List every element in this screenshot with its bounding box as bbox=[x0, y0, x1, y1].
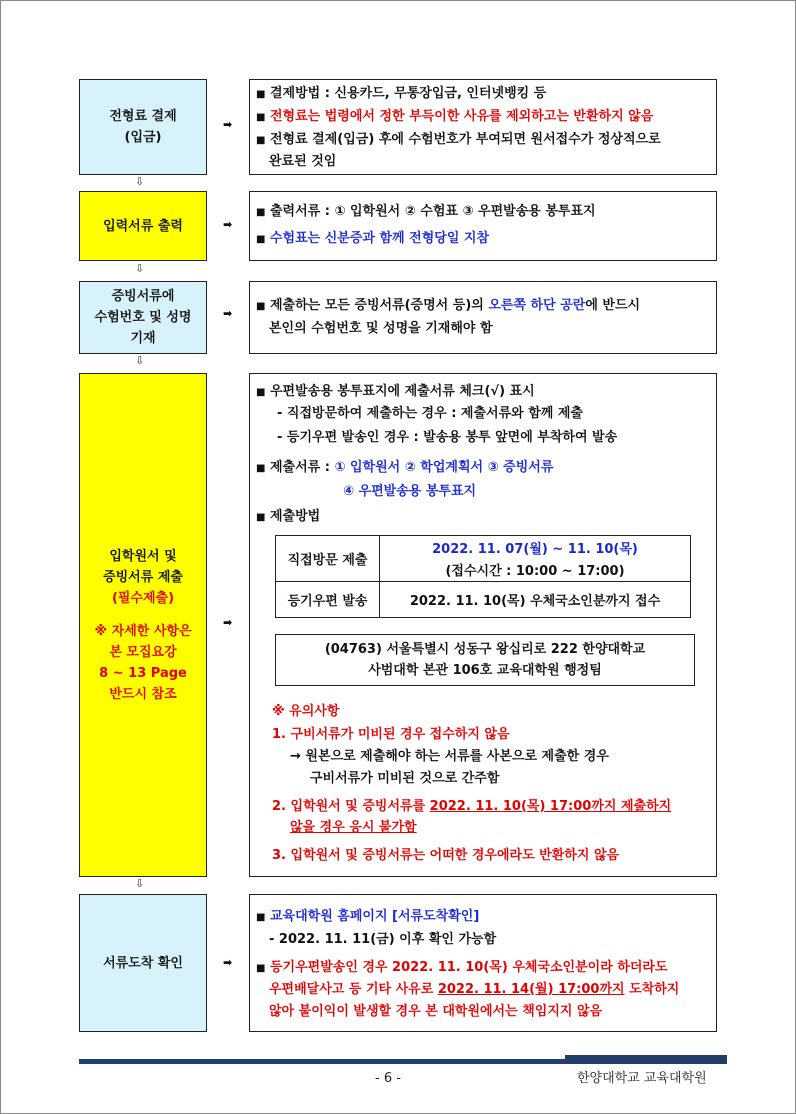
step-payment bbox=[79, 79, 207, 175]
page-number: - 6 - bbox=[375, 1071, 401, 1086]
bullet-icon: ■ bbox=[256, 912, 266, 923]
payment-method-line bbox=[256, 86, 546, 103]
mail-note: - 등기우편 발송인 경우 : 발송용 봉투 앞면에 부착하여 발송 bbox=[277, 430, 618, 445]
right-arrow-icon: ➡ bbox=[223, 218, 233, 231]
docs-list-2: ④ 우편발송용 봉투표지 bbox=[343, 484, 477, 499]
print-docs: 출력서류 : ① 입학원서 ② 수험표 ③ 우편발송용 봉투표지 bbox=[269, 204, 596, 219]
table-row bbox=[276, 536, 691, 582]
bullet-icon: ■ bbox=[256, 463, 266, 474]
print-docs-line bbox=[256, 204, 596, 221]
submit-detail-box bbox=[249, 373, 717, 877]
visit-label-cell: 직접방문 제출 bbox=[276, 536, 380, 582]
visit-date: 2022. 11. 07(월) ~ 11. 10(목) bbox=[432, 542, 638, 557]
payment-method: 결제방법 : 신용카드, 무통장입금, 인터넷뱅킹 등 bbox=[269, 86, 547, 101]
down-arrow-icon: ⇩ bbox=[135, 354, 145, 367]
complete-note-2: 완료된 것임 bbox=[269, 154, 337, 169]
arrival-mail-2-suffix: 도착하지 bbox=[624, 982, 680, 997]
footer-bar bbox=[79, 1059, 727, 1064]
visit-date-cell bbox=[380, 536, 691, 582]
address-line-1: (04763) 서울특별시 성동구 왕십리로 222 한양대학교 bbox=[324, 642, 646, 657]
address-line-2: 사범대학 본관 106호 교육대학원 행정팀 bbox=[368, 663, 602, 678]
caution-title: ※ 유의사항 bbox=[272, 704, 340, 719]
arrival-mail-line bbox=[256, 960, 668, 977]
docs-list-1: ① 입학원서 ② 학업계획서 ③ 증빙서류 bbox=[334, 460, 554, 475]
refund-note: 전형료는 법령에서 정한 부득이한 사유를 제외하고는 반환하지 않음 bbox=[269, 109, 654, 124]
caution-2-prefix: 2. 입학원서 및 증빙서류를 bbox=[272, 799, 430, 814]
bullet-icon: ■ bbox=[256, 301, 266, 312]
arrival-mail-2-deadline: 2022. 11. 14(월) 17:00까지 bbox=[437, 982, 625, 997]
caution-2-deadline: 2022. 11. 10(목) 17:00까지 제출하지 bbox=[429, 799, 672, 814]
step-submit bbox=[79, 373, 207, 877]
complete-line bbox=[256, 132, 661, 149]
down-arrow-icon: ⇩ bbox=[135, 262, 145, 275]
bullet-icon: ■ bbox=[256, 135, 266, 146]
required-label: (필수제출) bbox=[111, 590, 175, 606]
step-label: 증빙서류 제출 bbox=[103, 569, 183, 585]
caution-2-line bbox=[272, 799, 671, 815]
footer-institution: 한양대학교 교육대학원 bbox=[577, 1071, 707, 1086]
docs-label: 제출서류 : bbox=[269, 460, 335, 475]
step-label: 입력서류 출력 bbox=[103, 218, 183, 234]
visit-note: - 직접방문하여 제출하는 경우 : 제출서류와 함께 제출 bbox=[277, 406, 583, 421]
payment-detail-box bbox=[249, 79, 717, 175]
step-label: 전형료 결제 bbox=[109, 109, 177, 124]
note-line: 본 모집요강 bbox=[109, 644, 177, 660]
step-print bbox=[79, 191, 207, 261]
step-write-number bbox=[79, 281, 207, 354]
submit-docs-line bbox=[256, 460, 553, 477]
caution-1: 1. 구비서류가 미비된 경우 접수하지 않음 bbox=[272, 727, 510, 742]
caution-1a: → 원본으로 제출해야 하는 서류를 사본으로 제출한 경우 bbox=[290, 749, 609, 764]
address-box bbox=[275, 634, 695, 686]
bullet-icon: ■ bbox=[256, 512, 266, 523]
arrival-from: - 2022. 11. 11(금) 이후 확인 가능함 bbox=[269, 932, 497, 947]
print-detail-box bbox=[249, 191, 717, 261]
writing-line-1 bbox=[256, 298, 640, 315]
exam-card-line bbox=[256, 231, 489, 248]
homepage-line bbox=[256, 909, 479, 926]
step-label: 입학원서 및 bbox=[109, 548, 177, 564]
bullet-icon: ■ bbox=[256, 89, 266, 100]
down-arrow-icon: ⇩ bbox=[135, 877, 145, 890]
mail-label-cell: 등기우편 발송 bbox=[276, 582, 380, 618]
caution-1b: 구비서류가 미비된 것으로 간주함 bbox=[310, 771, 500, 786]
arrival-detail-box bbox=[249, 894, 717, 1032]
arrival-mail-2-prefix: 우편배달사고 등 기타 사유로 bbox=[269, 982, 438, 997]
bullet-icon: ■ bbox=[256, 112, 266, 123]
check-note: 우편발송용 봉투표지에 제출서류 체크(√) 표시 bbox=[269, 384, 535, 399]
bullet-icon: ■ bbox=[256, 207, 266, 218]
step-label: 서류도착 확인 bbox=[103, 955, 183, 971]
writing-prefix: 제출하는 모든 증빙서류(증명서 등)의 bbox=[269, 298, 489, 313]
exam-card-note: 수험표는 신분증과 함께 전형당일 지참 bbox=[269, 231, 490, 246]
right-arrow-icon: ➡ bbox=[223, 956, 233, 969]
writing-highlight: 오른쪽 하단 공란 bbox=[488, 298, 586, 313]
right-arrow-icon: ➡ bbox=[223, 118, 233, 131]
step-label: 수험번호 및 성명 bbox=[94, 310, 192, 325]
right-arrow-icon: ➡ bbox=[223, 307, 233, 320]
down-arrow-icon: ⇩ bbox=[135, 175, 145, 188]
bullet-icon: ■ bbox=[256, 387, 266, 398]
mail-date-cell: 2022. 11. 10(목) 우체국소인분까지 접수 bbox=[380, 582, 691, 618]
submit-method-table bbox=[275, 535, 691, 618]
caution-3: 3. 입학원서 및 증빙서류는 어떠한 경우에라도 반환하지 않음 bbox=[272, 848, 620, 863]
writing-suffix: 에 반드시 bbox=[585, 298, 641, 313]
writing-detail-box bbox=[249, 281, 717, 354]
method-label-line bbox=[256, 509, 320, 526]
bullet-icon: ■ bbox=[256, 234, 266, 245]
step-label: 증빙서류에 bbox=[111, 289, 175, 304]
arrival-mail-3: 않아 불이익이 발생할 경우 본 대학원에서는 책임지지 않음 bbox=[269, 1004, 603, 1019]
step-label: 기재 bbox=[130, 331, 156, 346]
arrival-mail-1: 등기우편발송인 경우 2022. 11. 10(목) 우체국소인분이라 하더라도 bbox=[269, 960, 668, 975]
visit-time: (접수시간 : 10:00 ~ 17:00) bbox=[445, 564, 625, 579]
note-line: ※ 자세한 사항은 bbox=[94, 623, 192, 639]
note-line: 8 ~ 13 Page bbox=[99, 665, 187, 681]
note-line: 반드시 참조 bbox=[109, 686, 177, 702]
bullet-icon: ■ bbox=[256, 963, 266, 974]
check-line bbox=[256, 384, 535, 401]
complete-note-1: 전형료 결제(입금) 후에 수험번호가 부여되면 원서접수가 정상적으로 bbox=[269, 132, 661, 147]
method-label: 제출방법 bbox=[269, 509, 321, 524]
caution-2b: 않을 경우 응시 불가함 bbox=[290, 820, 417, 835]
step-label: (입금) bbox=[124, 130, 162, 145]
step-arrival-check bbox=[79, 894, 207, 1032]
refund-line bbox=[256, 109, 653, 126]
homepage-link[interactable]: 교육대학원 홈페이지 [서류도착확인] bbox=[269, 909, 480, 924]
right-arrow-icon: ➡ bbox=[223, 616, 233, 629]
table-row bbox=[276, 582, 691, 618]
arrival-mail-line-2 bbox=[269, 982, 679, 998]
writing-line-2: 본인의 수험번호 및 성명을 기재해야 함 bbox=[269, 321, 493, 336]
